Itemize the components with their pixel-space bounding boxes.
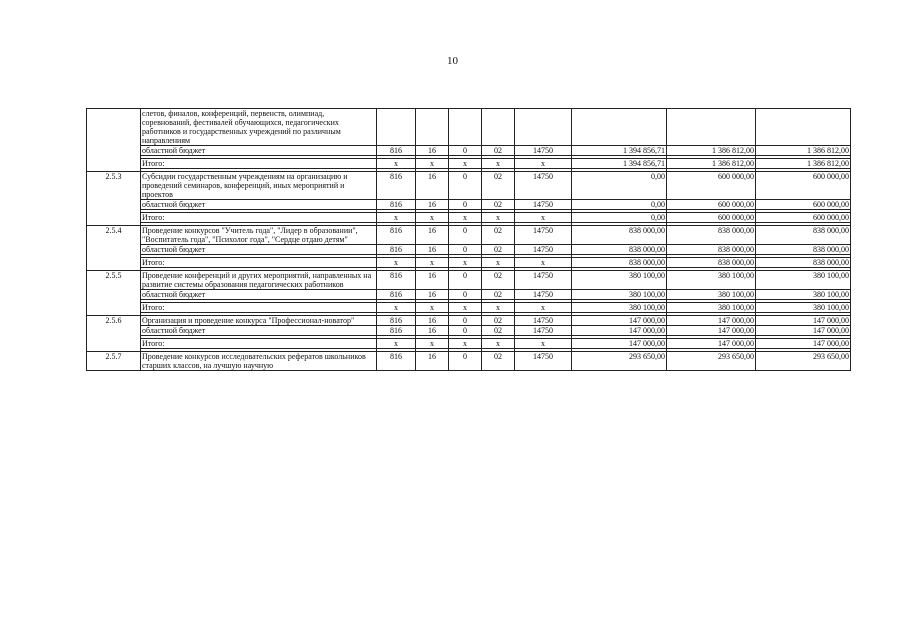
amount-cell: 1 394 856,71 bbox=[572, 146, 667, 156]
amount-cell: 1 394 856,71 bbox=[572, 159, 667, 169]
budget-source-label: областной бюджет bbox=[141, 326, 377, 336]
table-row: 2.5.3 Субсидии государственным учреждениям на организацию и проведений семинаров, конференций, иных мероприятий и проектов 816 16 0 02 14750 0,00 600 000,00 600 000,00 bbox=[87, 172, 851, 200]
total-label: Итого: bbox=[141, 159, 377, 169]
table-row bbox=[87, 146, 851, 156]
amount-cell: 380 100,00 bbox=[667, 271, 756, 290]
amount-cell: 600 000,00 bbox=[756, 213, 851, 223]
amount-cell: 380 100,00 bbox=[572, 290, 667, 300]
amount-cell: 838 000,00 bbox=[667, 226, 756, 245]
amount-cell: 838 000,00 bbox=[667, 258, 756, 268]
table-row: 2.5.6 Организация и проведение конкурса "Профессионал-новатор" 816 16 0 02 14750 147 000,00 147 000,00 147 000,00 bbox=[87, 316, 851, 326]
code-cell: 16 bbox=[416, 146, 449, 156]
code-cell: 0 bbox=[449, 146, 482, 156]
amount-cell: 293 650,00 bbox=[667, 352, 756, 371]
amount-cell: 0,00 bbox=[572, 172, 667, 200]
table-row: областной бюджет 816 16 0 02 14750 380 100,00 380 100,00 380 100,00 bbox=[142, 290, 849, 299]
row-name: слетов, финалов, конференций, первенств, олимпиад, соревнований, фестивалей обучающихся, педагогических работников и государственных учреждений по различным направлениям bbox=[141, 109, 377, 146]
amount-cell: 1 386 812,00 bbox=[667, 146, 756, 156]
amount-cell: 600 000,00 bbox=[756, 200, 851, 210]
table-row: областной бюджет 816 16 0 02 14750 147 000,00 147 000,00 147 000,00 bbox=[142, 326, 849, 335]
table-row: 2.5.7 Проведение конкурсов исследовательских рефератов школьников старших классов, на лучшую научную 816 16 0 02 14750 293 650,00 293 650,00 293 650,00 bbox=[87, 352, 851, 371]
amount-cell: 838 000,00 bbox=[756, 226, 851, 245]
row-index: 2.5.3 bbox=[87, 172, 141, 226]
budget-source-label: областной бюджет bbox=[141, 290, 377, 300]
amount-cell: 0,00 bbox=[572, 213, 667, 223]
code-cell: 02 bbox=[482, 146, 515, 156]
budget-table bbox=[86, 108, 851, 371]
page-number: 10 bbox=[447, 55, 458, 67]
amount-cell: 600 000,00 bbox=[667, 200, 756, 210]
amount-cell: 380 100,00 bbox=[756, 290, 851, 300]
total-label: Итого: bbox=[141, 303, 377, 313]
amount-cell: 147 000,00 bbox=[756, 326, 851, 336]
table-row: областной бюджет 816 16 0 02 14750 838 000,00 838 000,00 838 000,00 bbox=[142, 245, 849, 254]
amount-cell: 147 000,00 bbox=[756, 316, 851, 326]
amount-cell: 147 000,00 bbox=[667, 316, 756, 326]
amount-cell: 0,00 bbox=[572, 200, 667, 210]
amount-cell: 838 000,00 bbox=[756, 245, 851, 255]
table-row: Итого: х х х х х 147 000,00 147 000,00 147 000,00 bbox=[142, 339, 849, 348]
row-index: 2.5.7 bbox=[87, 352, 141, 371]
amount-cell: 600 000,00 bbox=[667, 172, 756, 200]
row-index: 2.5.5 bbox=[87, 271, 141, 316]
table-row: 2.5.5 Проведение конференций и других мероприятий, направленных на развитие системы образования педагогических работников 816 16 0 02 14750 380 100,00 380 100,00 380 100,00 bbox=[87, 271, 851, 290]
budget-source-label: областной бюджет bbox=[141, 146, 377, 156]
budget-source-label: областной бюджет bbox=[141, 245, 377, 255]
amount-cell: 838 000,00 bbox=[572, 226, 667, 245]
amount-cell: 838 000,00 bbox=[756, 258, 851, 268]
amount-cell: 1 386 812,00 bbox=[667, 159, 756, 169]
amount-cell: 147 000,00 bbox=[667, 326, 756, 336]
amount-cell: 600 000,00 bbox=[667, 213, 756, 223]
amount-cell: 380 100,00 bbox=[572, 303, 667, 313]
table-row: Итого: х х х х х 0,00 600 000,00 600 000,00 bbox=[142, 213, 849, 222]
amount-cell: 380 100,00 bbox=[756, 271, 851, 290]
amount-cell: 380 100,00 bbox=[756, 303, 851, 313]
table-row: Итого: х х х х х 380 100,00 380 100,00 380 100,00 bbox=[142, 303, 849, 312]
amount-cell: 600 000,00 bbox=[756, 172, 851, 200]
amount-cell: 380 100,00 bbox=[667, 290, 756, 300]
amount-cell: 838 000,00 bbox=[572, 245, 667, 255]
total-label: Итого: bbox=[141, 339, 377, 349]
amount-cell: 293 650,00 bbox=[756, 352, 851, 371]
amount-cell: 380 100,00 bbox=[667, 303, 756, 313]
amount-cell: 147 000,00 bbox=[756, 339, 851, 349]
amount-cell: 838 000,00 bbox=[667, 245, 756, 255]
row-name: Проведение конкурсов исследовательских рефератов школьников старших классов, на лучшую научную bbox=[141, 352, 377, 371]
table-row: Итого: х х х х х 1 394 856,71 1 386 812,00 1 386 812,00 bbox=[142, 159, 849, 168]
total-label: Итого: bbox=[141, 258, 377, 268]
budget-source-label: областной бюджет bbox=[141, 200, 377, 210]
amount-cell: 147 000,00 bbox=[667, 339, 756, 349]
row-index: 2.5.4 bbox=[87, 226, 141, 271]
row-index bbox=[87, 109, 141, 172]
amount-cell: 380 100,00 bbox=[572, 271, 667, 290]
table-row: Итого: х х х х х 838 000,00 838 000,00 838 000,00 bbox=[142, 258, 849, 267]
row-index: 2.5.6 bbox=[87, 316, 141, 352]
table-row bbox=[87, 109, 851, 146]
total-label: Итого: bbox=[141, 213, 377, 223]
code-cell: 816 bbox=[377, 146, 416, 156]
amount-cell: 147 000,00 bbox=[572, 339, 667, 349]
amount-cell: 838 000,00 bbox=[572, 258, 667, 268]
row-name: Организация и проведение конкурса "Профессионал-новатор" bbox=[141, 316, 377, 326]
amount-cell: 1 386 812,00 bbox=[756, 159, 851, 169]
table-row: областной бюджет 816 16 0 02 14750 0,00 600 000,00 600 000,00 bbox=[142, 200, 849, 209]
amount-cell: 1 386 812,00 bbox=[756, 146, 851, 156]
code-cell: 14750 bbox=[515, 146, 572, 156]
amount-cell: 147 000,00 bbox=[572, 316, 667, 326]
row-name: Субсидии государственным учреждениям на организацию и проведений семинаров, конференций, иных мероприятий и проектов bbox=[141, 172, 377, 200]
amount-cell: 293 650,00 bbox=[572, 352, 667, 371]
amount-cell: 147 000,00 bbox=[572, 326, 667, 336]
row-name: Проведение конференций и других мероприятий, направленных на развитие системы образования педагогических работников bbox=[141, 271, 377, 290]
row-name: Проведение конкурсов "Учитель года", "Лидер в образовании", "Воспитатель года", "Психолог года", "Сердце отдаю детям" bbox=[141, 226, 377, 245]
table-row: 2.5.4 Проведение конкурсов "Учитель года", "Лидер в образовании", "Воспитатель года", "Психолог года", "Сердце отдаю детям" 816 16 0 02 14750 838 000,00 838 000,00 838 000,00 bbox=[87, 226, 851, 245]
